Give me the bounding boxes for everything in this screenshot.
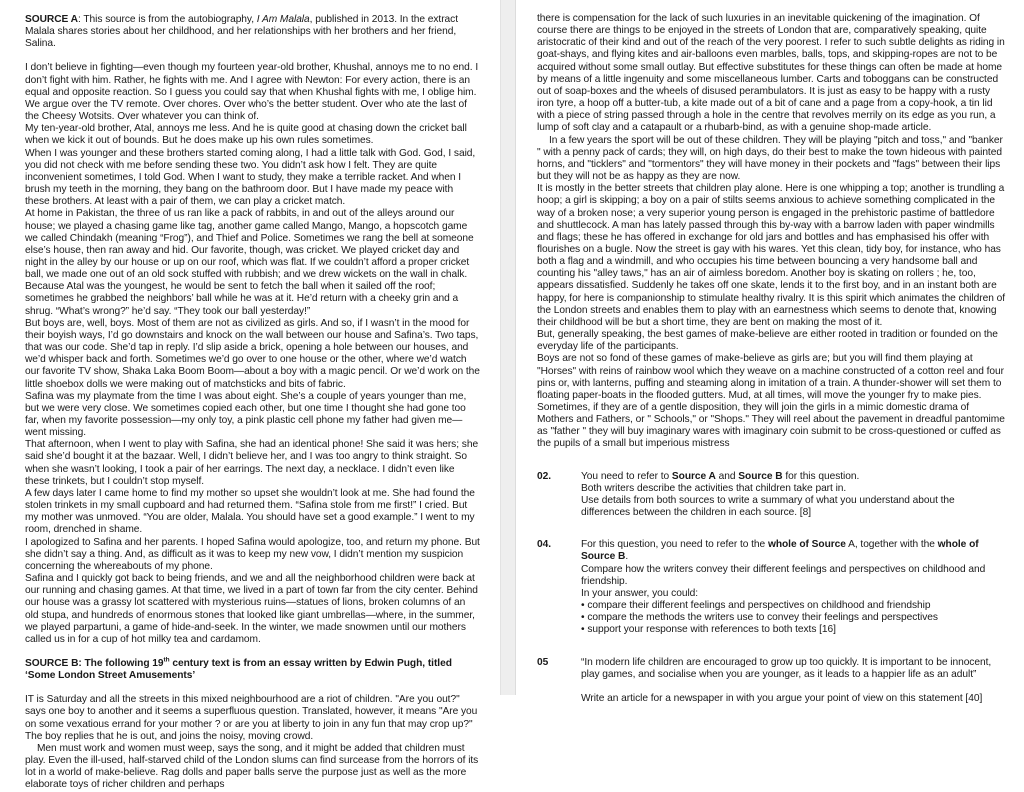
source-a-paragraph: I apologized to Safina and her parents. I hoped Safina would apologize, too, and return my phone. But she didn’t say a thing. And, as difficult as it was to keep my new vow, I didn’t mention my suspicion concerning the whereabouts of my phone. xyxy=(25,536,480,572)
book-title: I Am Malala xyxy=(256,14,310,25)
source-a-paragraph: Safina was my playmate from the time I was about eight. She’s a couple of years younger than me, but we were very close. We sometimes copied each other, but one time I thought she had gone too far, when my favorite possession—my only toy, a pink plastic cell phone my father had given me—went missing. xyxy=(25,390,467,439)
bullet-item: • compare the methods the writers use to convey their feelings and perspectives xyxy=(581,612,1005,624)
source-b-paragraph: IT is Saturday and all the streets in this mixed neighbourhood are a riot of children. "Are you out?" says one boy to another and it seems a superfluous question. Translated, however, it means "Are you on some vexatious errand for your mother ? or are you at liberty to join in any fun that may crop up?" The boy replies that he is out, and joins the noisy, moving crowd. xyxy=(25,694,478,742)
question-body xyxy=(581,657,1005,705)
question-number: 04. xyxy=(537,539,552,551)
source-a-paragraph: At home in Pakistan, the three of us ran like a pack of rabbits, in and out of the alleys around our house; we played a chasing game like tag, another game called Mango, Mango, a hopscotch game we called Chindakh (meaning “Frog”), and Thief and Police. Sometimes we rang the bell at someone else’s house, then ran away and hid. Our favorite, though, was cricket. We played cricket day and night in the alley by our house or up on our roof, which was flat. If we couldn’t afford a proper cricket ball, we made one out of an old sock stuffed with rubbish; and we drew wickets on the wall in chalk. Because Atal was the youngest, he would be sent to fetch the ball when it sailed off the roof; sometimes he grabbed the neighbors’ ball while he was at it. He’d return with a cheeky grin and a shrug. “What’s wrong?” he’d say. “They took our ball yesterday!” xyxy=(25,208,474,317)
question-number: 02. xyxy=(537,470,552,482)
document-page-left xyxy=(0,0,500,791)
question-05 xyxy=(537,657,1005,705)
source-a-paragraph: That afternoon, when I went to play with Safina, she had an identical phone! She said it was hers; she said she’d bought it at the bazaar. Well, I didn’t believe her, and I was too angry to think straight. So when she wasn’t looking, I took a pair of her earrings. The next day, a necklace. I didn’t even like these trinkets, but I couldn’t stop myself. xyxy=(25,439,479,487)
source-b-paragraph: In a few years the sport will be out of these children. They will be playing "pitch and toss," and "banker " with a penny pack of cards; they will, on high days, do their best to make the town hideous with painted horns, and "ticklers" and "tormentors" they will have money in their pockets and "fags" between their lips but they will not be as happy as they are now. xyxy=(537,134,1003,183)
source-a-paragraph: A few days later I came home to find my mother so upset she wouldn’t look at me. She had found the stolen trinkets in my small cupboard and had returned them. “Safina stole from me first!” I cried. But my mother was unmoved. “You are older, Malala. You should have set a good example.” I went to my room, drenched in shame. xyxy=(25,487,475,536)
source-b-paragraph: It is mostly in the better streets that children play alone. Here is one whipping a top; another is trundling a hoop; a girl is skipping; a boy on a pair of stilts seems anxious to achieve something complicated in the way of a broken nose; a very superior young person is engaged in the prehistoric pastime of battledore and shuttlecock. A man has lately passed through this by-way with a barrow laden with paper windmills and flags; these he has offered in exchange for old jars and bottles and has emphasised his offer with flourishes on a bugle. Now the street is gay with his wares. Yet this clean, tidy boy, for instance, who has both a flag and a windmill, and who occupies his time between bouncing a very handsome ball and counting his "alley taws," has an air of aimless boredom. Another boy is skating on rollers ; he, too, appears dissatisfied. Suddenly he takes off one skate, lends it to the first boy, and in an instant both are happy, for here is companionship to stimulate healthy rivalry. It is this spirit which animates the children of the London streets and enables them to play with an earnestness which seems to denote that, knowing their childhood will be but a short time, they are bent on making the most of it. xyxy=(537,183,1006,328)
page-right-content xyxy=(537,13,1005,705)
source-a-label: SOURCE A xyxy=(25,14,78,25)
source-b-label: SOURCE B xyxy=(25,657,79,669)
question-body: You need to refer to Source A and Source B for this question. Both writers describe the activities that children take part in. Use details from both sources to write a summary of what you understand about the differences between the children in each source. [8] xyxy=(581,470,955,519)
source-b-heading: SOURCE B: The following 19th century text is from an essay written by Edwin Pugh, titled ‘Some London Street Amusements’ xyxy=(25,656,452,682)
question-04 xyxy=(537,539,1005,636)
document-page-right xyxy=(516,0,1024,704)
question-02 xyxy=(537,471,1005,520)
source-b-paragraph: there is compensation for the lack of such luxuries in an inevitable quickening of the imagination. Of course there are things to be enjoyed in the streets of London that are, comparatively speaking, quite aristocratic of their kind and out of the reach of the very poorest. I refer to such subtle delights as riding in goat-shays, and flying kites and air-balloons even marbles, balls, tops, and skipping-ropes are not to be acquired without some small outlay. But effective substitutes for these things can often be made at home by means of a little ingenuity and some miscellaneous lumber. Carts and toboggans can be constructed out of soap-boxes and the wheels of disused perambulators. It is just as easy to be happy with a rusty iron tyre, a hoop off a butter-tub, a kite made out of a bit of cane and a page from a copy-hook, a tin lid with a piece of string passed through a hole in the centre that revolves merrily on its edge as you run, a lump of soft clay and a catapault or a rhubarb-bind, as with a genuine shop-made article. xyxy=(537,13,1005,134)
source-a-paragraph: But boys are, well, boys. Most of them are not as civilized as girls. And so, if I wasn’t in the mood for their boyish ways, I’d go downstairs and knock on the wall between our house and Safina’s. Two taps, that was our code. She’d tap in reply. I’d slip aside a brick, opening a hole between our houses, and we’d whisper back and forth. Sometimes we’d go over to one house or the other, where we’d watch our favorite TV show, Shaka Laka Boom Boom—about a boy with a magic pencil. Or we’d work on the little shoebox dolls we were making out of matchsticks and bits of fabric. xyxy=(25,317,480,390)
bullet-item: • compare their different feelings and perspectives on childhood and friendship xyxy=(581,600,1005,612)
question-quote: “In modern life children are encouraged to grow up too quickly. It is important to be innocent, play games, and socialise when you are younger, as it leads to a happier life as an adult” xyxy=(581,656,992,680)
source-b-paragraph: Men must work and women must weep, says the song, and it might be added that children must play. Even the ill-used, half-starved child of the London slums can find surcease from the horrors of its lot in a world of make-believe. Rag dolls and paper balls serve the purpose just as well as the more elaborate toys of richer children and perhaps xyxy=(25,742,479,791)
source-a-paragraph: My ten-year-old brother, Atal, annoys me less. And he is quite good at chasing down the cricket ball when we kick it out of bounds. But he does make up his own rules sometimes. xyxy=(25,123,467,147)
question-task: Write an article for a newspaper in with you argue your point of view on this statement [40] xyxy=(581,692,983,704)
question-body: For this question, you need to refer to the whole of Source A, together with the whole of Source B. Compare how the writers convey their different feelings and perspectives on childhood and friendship. In your answer, you could: • compare their different feelings and perspectives on childhood and friendship • compare the methods the writers use to convey their feelings and perspectives • support your response with references to both texts [16] xyxy=(581,539,1005,636)
source-a-paragraph: When I was younger and these brothers started coming along, I had a little talk with God. God, I said, you did not check with me before sending these two. You didn’t ask how I felt. They are quite inconvenient sometimes, I told God. When I want to study, they make a terrible racket. And when I brush my teeth in the morning, they bang on the bathroom door. But I have made my peace with these brothers. At least with a pair of them, we can play a cricket match. xyxy=(25,147,476,208)
page-left-content xyxy=(25,14,480,792)
question-number: 05 xyxy=(537,656,549,668)
bullet-item: • support your response with references to both texts [16] xyxy=(581,624,1005,636)
source-a-paragraph: I don’t believe in fighting—even though my fourteen year-old brother, Khushal, annoys me to no end. I don’t fight with him. Rather, he fights with me. And I agree with Newton: For every action, there is an equal and opposite reaction. So I guess you could say that when Khushal fights with me, I oblige him. We argue over the TV remote. Over chores. Over who’s the better student. Over who ate the last of the Cheesy Wotsits. Over whatever you can think of. xyxy=(25,62,479,123)
source-b-paragraph: But, generally speaking, the best games of make-believe are either rooted in tradition or founded on the everyday life of the participants. xyxy=(537,329,998,353)
source-a-paragraph: Safina and I quickly got back to being friends, and we and all the neighborhood children were back at our running and chasing games. At that time, we lived in a part of town far from the city center. Behind our house was a grassy lot scattered with mysterious ruins—statues of lions, broken columns of an old stupa, and hundreds of enormous stones that looked like giant umbrellas—where, in the summer, we played parpartuni, a game of hide-and-seek. In the winter, we made snowmen until our mothers called us in for a cup of hot milky tea and cardamom. xyxy=(25,573,478,645)
source-a-intro: SOURCE A: This source is from the autobiography, I Am Malala, published in 2013. In the extract Malala shares stories about her childhood, and her relationships with her brothers and her friend, Salina. xyxy=(25,14,458,50)
source-b-paragraph: Boys are not so fond of these games of make-believe as girls are; but you will find them playing at "Horses" with reins of rainbow wool which they weave on a machine constructed of a cotton reel and four pins or, with lanterns, puffing and steaming along in imitation of a train. A thunder-shower will set them to floating paper-boats in the flooded gutters. Mud, at all times, will move the younger fry to make pies. Sometimes, if they are of a gentle disposition, they will join the girls in a mimic domestic drama of Mothers and Fathers, or " Schools," or "Shops." They will reel about the pavement in dreadful pantomime as "father " they will buy imaginary wares with imaginary coin submit to be cross-questioned or cuffed as the pupils of a small but imperious mistress xyxy=(537,353,1005,450)
page-gutter xyxy=(500,0,516,695)
